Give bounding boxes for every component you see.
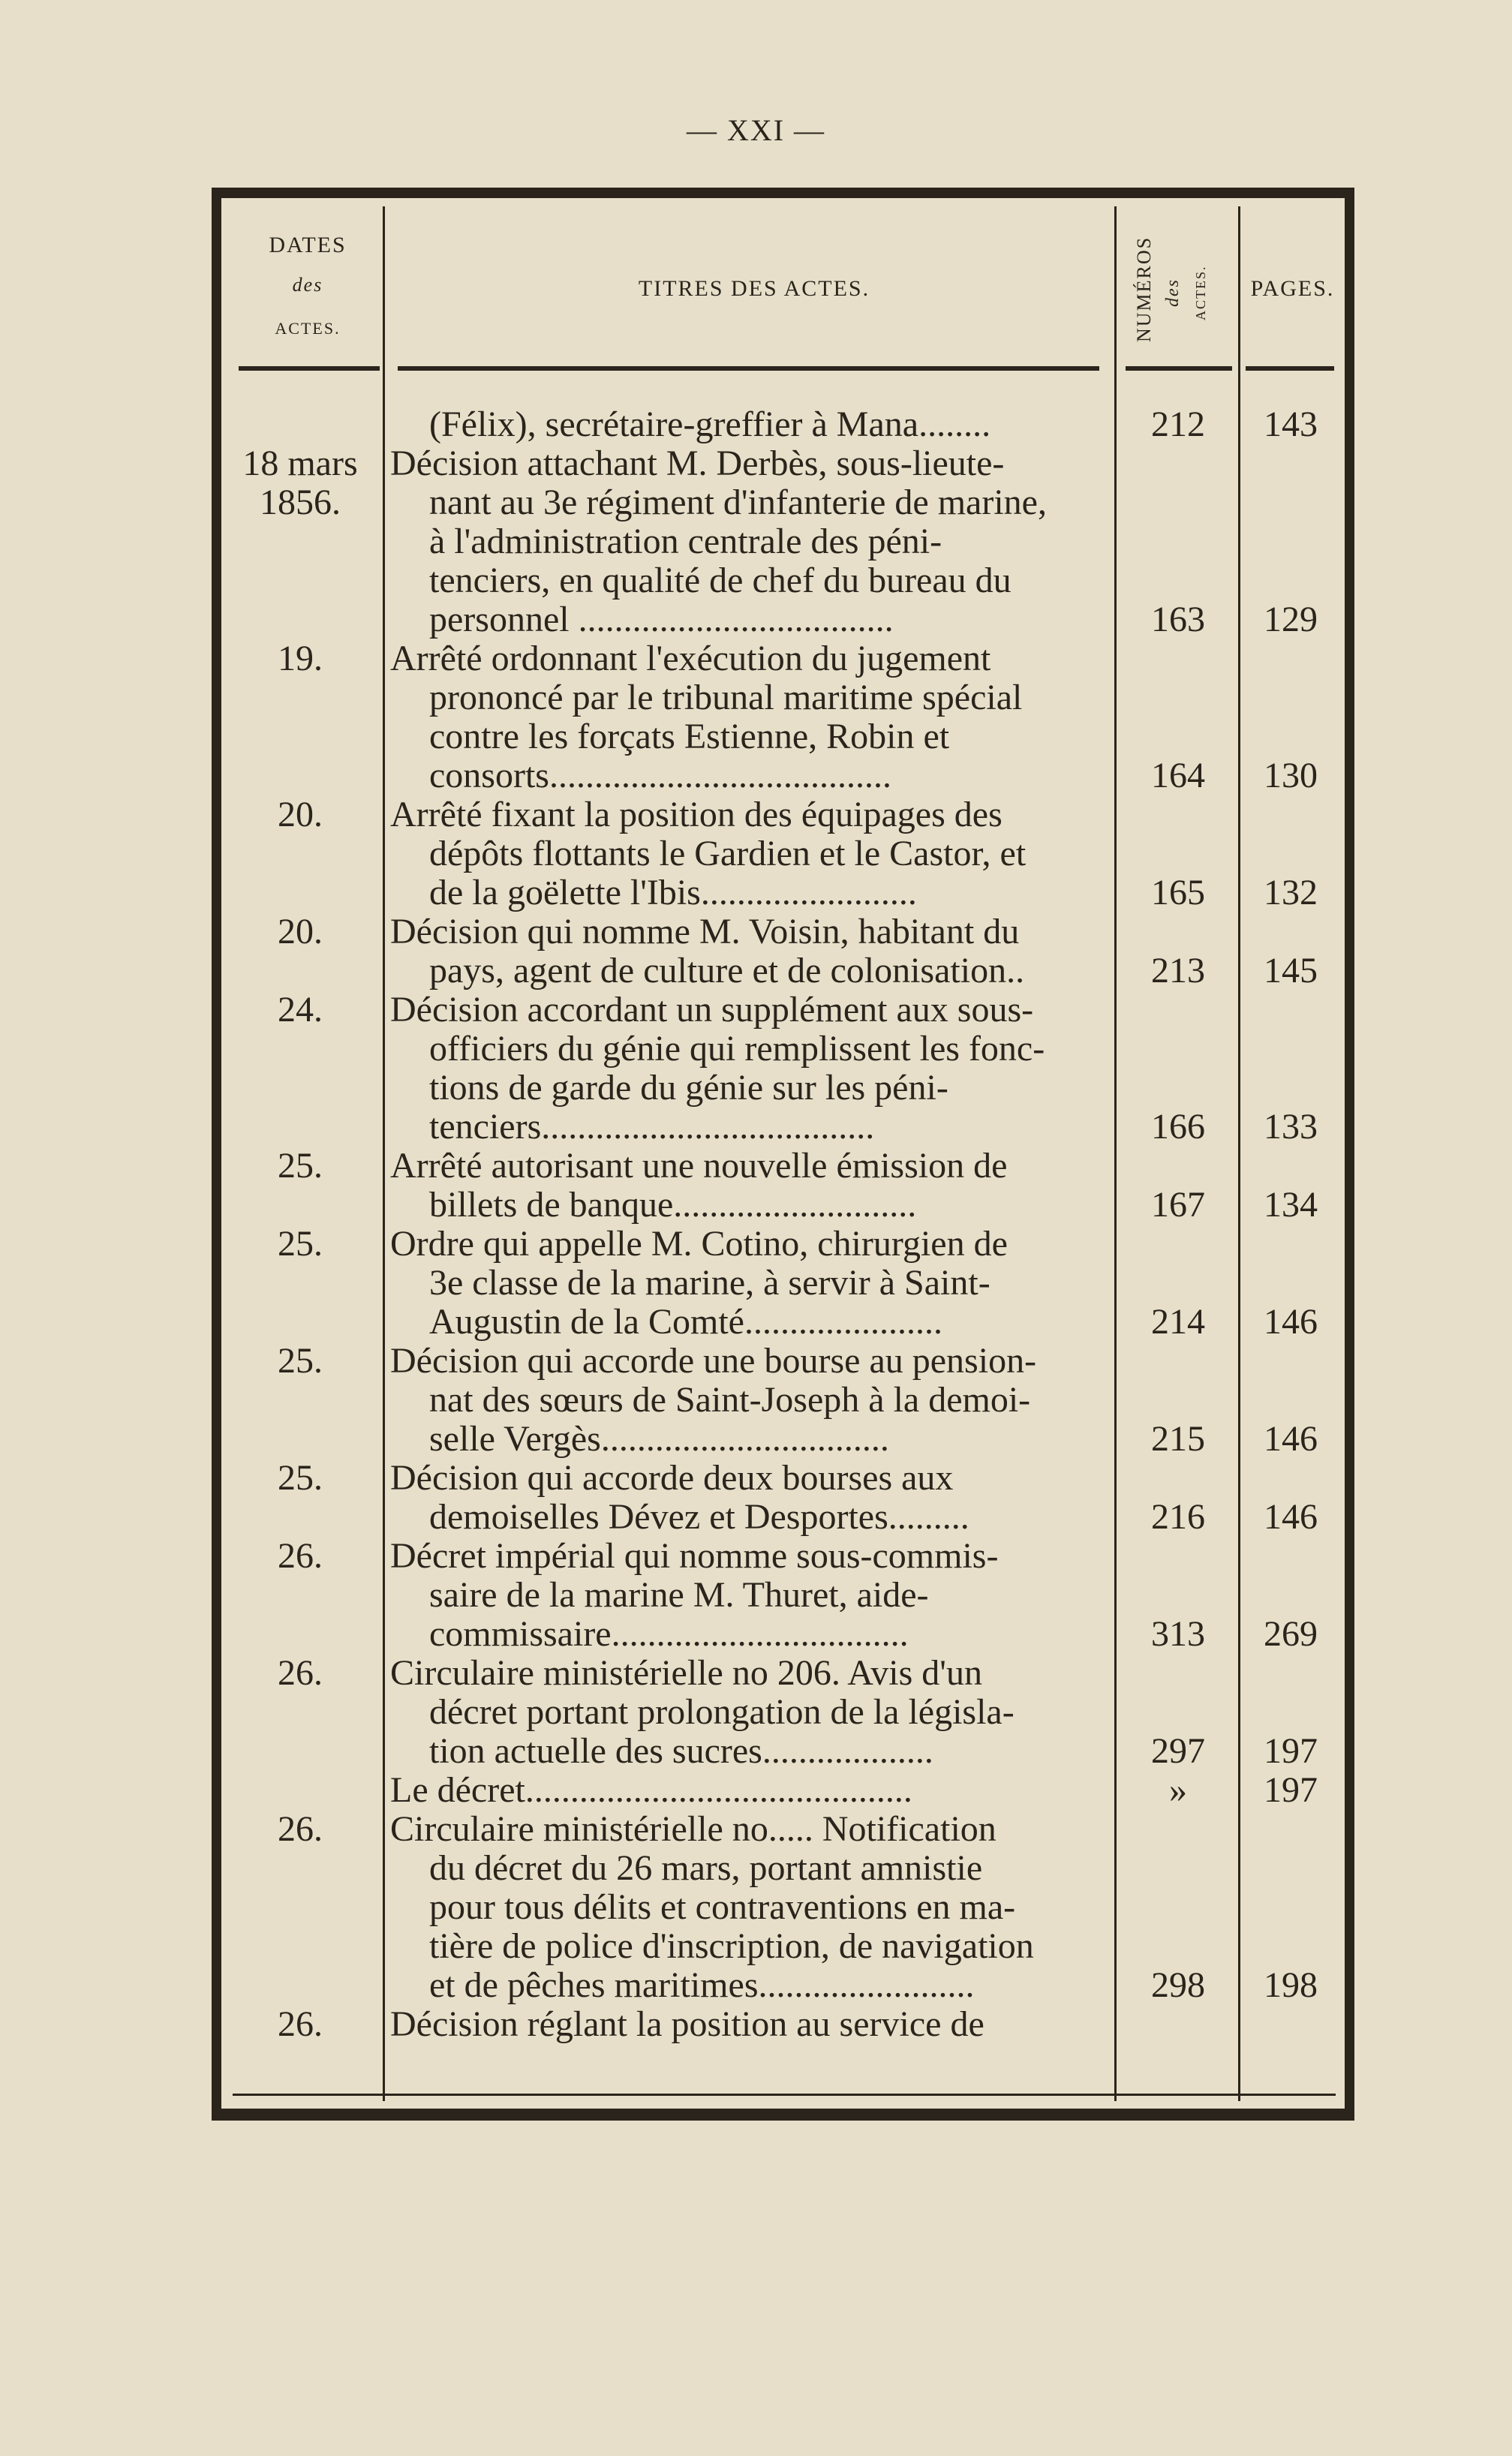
- row-act-number: 167: [1151, 1185, 1205, 1225]
- row-title: [390, 795, 1114, 912]
- row-page-number: 132: [1264, 873, 1318, 912]
- row-act-number: 216: [1151, 1497, 1205, 1537]
- row-title: [390, 1537, 1114, 1654]
- row-title: [390, 1225, 1114, 1342]
- row-date-year: 1856.: [260, 482, 341, 522]
- row-page-number: 269: [1264, 1614, 1318, 1654]
- row-title-line: commissaire.................................: [429, 1615, 909, 1654]
- row-page-number: 197: [1264, 1770, 1318, 1810]
- row-title-line: billets de banque...........................: [429, 1186, 917, 1225]
- row-title-line: Décret impérial qui nomme sous-commis-: [390, 1537, 999, 1576]
- row-title: [390, 1771, 1114, 1810]
- row-date: 20.: [278, 912, 323, 951]
- row-title-line: selle Vergès................................: [429, 1420, 889, 1459]
- row-page-number: 130: [1264, 756, 1318, 795]
- row-title-line: saire de la marine M. Thuret, aide-: [429, 1576, 929, 1615]
- row-title-line: Arrêté fixant la position des équipages des: [390, 795, 1002, 834]
- row-act-number: 165: [1151, 873, 1205, 912]
- row-act-number: 163: [1151, 600, 1205, 639]
- header-numeros-actes: ACTES.: [1193, 265, 1208, 320]
- row-title-line: Arrêté autorisant une nouvelle émission de: [390, 1147, 1008, 1186]
- row-title: [390, 444, 1114, 639]
- row-title: [390, 912, 1114, 991]
- row-page-number: 146: [1264, 1497, 1318, 1537]
- row-date: 26.: [278, 1536, 323, 1576]
- row-page-number: 197: [1264, 1731, 1318, 1771]
- row-title-line: tenciers, en qualité de chef du bureau du: [429, 561, 1012, 600]
- row-title-line: décret portant prolongation de la législa-: [429, 1693, 1015, 1732]
- row-act-number: 297: [1151, 1731, 1205, 1771]
- column-divider-numeros: [1238, 206, 1240, 2101]
- row-page-number: 129: [1264, 600, 1318, 639]
- header-rule-dates: [239, 366, 380, 371]
- row-date: 26.: [278, 1653, 323, 1693]
- row-title-line: tenciers.....................................: [429, 1108, 875, 1147]
- row-title-line: pays, agent de culture et de colonisation..: [429, 951, 1025, 991]
- row-act-number: 164: [1151, 756, 1205, 795]
- row-title-line: tion actuelle des sucres...................: [429, 1732, 933, 1771]
- row-title-line: contre les forçats Estienne, Robin et: [429, 717, 950, 756]
- row-page-number: 134: [1264, 1185, 1318, 1225]
- row-act-number: 214: [1151, 1302, 1205, 1342]
- header-rule-pages: [1246, 366, 1334, 371]
- row-title-line: à l'administration centrale des péni-: [429, 522, 942, 561]
- row-title-line: Circulaire ministérielle no..... Notification: [390, 1810, 996, 1849]
- row-title-line: pour tous délits et contraventions en ma-: [429, 1888, 1016, 1927]
- row-title-line: Circulaire ministérielle no 206. Avis d'un: [390, 1654, 982, 1693]
- table-bottom-border: [212, 2109, 1354, 2121]
- row-title: [390, 1654, 1114, 1771]
- row-act-number: »: [1169, 1770, 1187, 1810]
- row-date: [225, 444, 375, 522]
- header-dates-line3: ACTES.: [275, 319, 341, 338]
- row-date: 25.: [278, 1146, 323, 1186]
- row-title: [390, 1810, 1114, 2005]
- row-title-line: Augustin de la Comté......................: [429, 1303, 942, 1342]
- row-title-line: Arrêté ordonnant l'exécution du jugement: [390, 639, 991, 678]
- row-page-number: 143: [1264, 404, 1318, 444]
- row-title-line: prononcé par le tribunal maritime spécial: [429, 678, 1023, 717]
- row-title: [390, 1342, 1114, 1459]
- row-page-number: 146: [1264, 1419, 1318, 1459]
- row-title-line: du décret du 26 mars, portant amnistie: [429, 1849, 983, 1888]
- row-title-line: 3e classe de la marine, à servir à Saint-: [429, 1264, 990, 1303]
- row-date: 24.: [278, 990, 323, 1030]
- row-date: 25.: [278, 1341, 323, 1381]
- row-title-line: Décision accordant un supplément aux sous-: [390, 991, 1034, 1030]
- column-divider-titres: [1114, 206, 1117, 2101]
- row-title: [390, 405, 1114, 444]
- row-title-line: et de pêches maritimes........................: [429, 1966, 975, 2005]
- row-title-line: de la goëlette l'Ibis........................: [429, 873, 917, 912]
- header-dates-line1: DATES: [269, 233, 347, 257]
- column-divider-dates: [383, 206, 385, 2101]
- row-title-line: dépôts flottants le Gardien et le Castor, et: [429, 834, 1027, 873]
- row-date: 20.: [278, 795, 323, 834]
- row-date-day: 18 mars: [242, 443, 358, 483]
- row-date: 25.: [278, 1458, 323, 1498]
- row-act-number: 215: [1151, 1419, 1205, 1459]
- row-title-line: nant au 3e régiment d'infanterie de marine,: [429, 483, 1047, 522]
- header-dates-actes: [240, 319, 375, 338]
- row-date: 26.: [278, 2004, 323, 2044]
- row-title-line: consorts......................................: [429, 756, 891, 795]
- row-act-number: 212: [1151, 404, 1205, 444]
- header-rule-titres: [398, 366, 1099, 371]
- row-title-line: personnel ...................................: [429, 600, 894, 639]
- row-title-line: Décision qui nomme M. Voisin, habitant du: [390, 912, 1020, 951]
- header-numeros-des: des: [1163, 278, 1183, 307]
- table-top-border: [212, 188, 1354, 198]
- header-dates-line2: des: [292, 274, 323, 296]
- page-number: — XXI —: [686, 113, 826, 147]
- row-date: 19.: [278, 639, 323, 678]
- row-title-line: Décision qui accorde deux bourses aux: [390, 1459, 954, 1498]
- row-page-number: 133: [1264, 1107, 1318, 1147]
- row-date: 26.: [278, 1809, 323, 1849]
- row-date: 25.: [278, 1224, 323, 1264]
- header-rule-numeros: [1126, 366, 1232, 371]
- row-page-number: 198: [1264, 1965, 1318, 2005]
- row-act-number: 313: [1151, 1614, 1205, 1654]
- header-dates: [240, 233, 375, 258]
- row-title-line: Le décret...........................................: [390, 1771, 912, 1810]
- row-title-line: Décision qui accorde une bourse au pension-: [390, 1342, 1037, 1381]
- row-title-line: (Félix), secrétaire-greffier à Mana........: [429, 405, 991, 444]
- row-title-line: nat des sœurs de Saint-Joseph à la demoi-: [429, 1381, 1031, 1420]
- header-titres: TITRES DES ACTES.: [638, 276, 870, 301]
- row-page-number: 146: [1264, 1302, 1318, 1342]
- header-numeros: NUMÉROS: [1133, 236, 1155, 342]
- row-title: [390, 1459, 1114, 1537]
- row-title-line: tions de garde du génie sur les péni-: [429, 1069, 948, 1108]
- header-pages: PAGES.: [1250, 276, 1335, 301]
- header-dates-des: [240, 274, 375, 296]
- row-page-number: 145: [1264, 951, 1318, 991]
- row-title: [390, 1147, 1114, 1225]
- row-title-line: officiers du génie qui remplissent les fonc-: [429, 1030, 1045, 1069]
- row-act-number: 213: [1151, 951, 1205, 991]
- footer-rule: [233, 2094, 1336, 2096]
- row-title-line: tière de police d'inscription, de navigation: [429, 1927, 1034, 1966]
- row-title-line: Ordre qui appelle M. Cotino, chirurgien de: [390, 1225, 1008, 1264]
- row-title-line: demoiselles Dévez et Desportes.........: [429, 1498, 969, 1537]
- row-title-line: Décision attachant M. Derbès, sous-lieute-: [390, 444, 1005, 483]
- row-title-line: Décision réglant la position au service de: [390, 2005, 984, 2044]
- row-act-number: 298: [1151, 1965, 1205, 2005]
- row-title: [390, 2005, 1114, 2044]
- row-title: [390, 639, 1114, 795]
- row-act-number: 166: [1151, 1107, 1205, 1147]
- row-title: [390, 991, 1114, 1147]
